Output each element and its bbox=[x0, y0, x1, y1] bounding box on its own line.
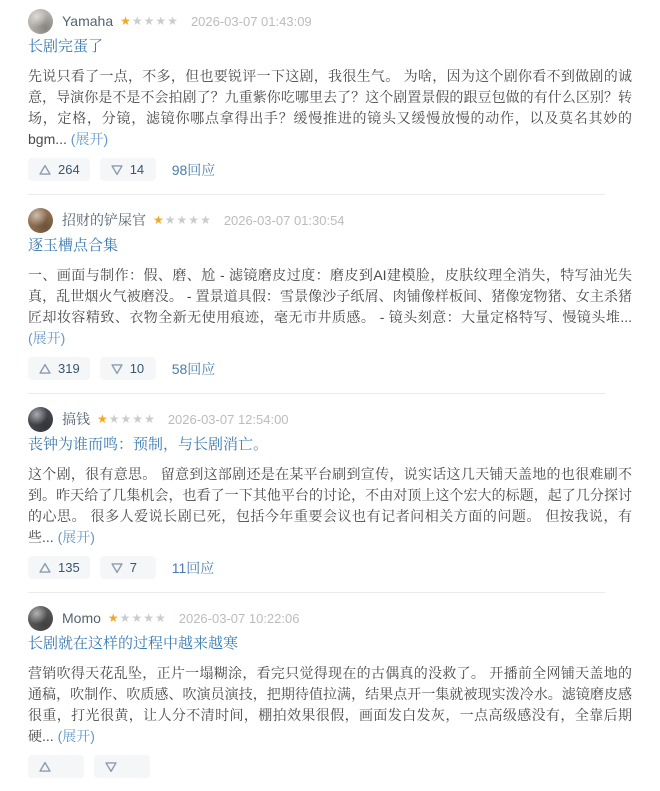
star-empty-icon: ★ bbox=[200, 213, 212, 227]
star-empty-icon: ★ bbox=[154, 611, 167, 625]
star-rating bbox=[120, 15, 179, 27]
star-empty-icon: ★ bbox=[176, 213, 189, 227]
downvote-button[interactable] bbox=[100, 556, 156, 579]
downvote-button[interactable] bbox=[94, 755, 150, 778]
star-empty-icon: ★ bbox=[144, 412, 156, 426]
star-filled-icon: ★ bbox=[97, 412, 109, 426]
review-title-link[interactable]: 丧钟为谁而鸣：预制，与长剧消亡。 bbox=[28, 436, 269, 453]
upvote-icon bbox=[38, 163, 52, 177]
user-avatar[interactable] bbox=[28, 9, 53, 34]
star-empty-icon: ★ bbox=[167, 14, 179, 28]
downvote-count: 7 bbox=[129, 560, 137, 575]
review-timestamp: 2026-03-07 01:30:54 bbox=[223, 212, 345, 228]
review-actions bbox=[28, 755, 632, 778]
username-link[interactable]: 招财的铲屎官 bbox=[62, 212, 146, 228]
upvote-icon bbox=[38, 362, 52, 376]
review-header bbox=[28, 8, 632, 34]
user-avatar[interactable] bbox=[28, 208, 53, 233]
username-link[interactable]: Momo bbox=[62, 610, 101, 626]
review-body bbox=[28, 464, 632, 548]
review-timestamp: 2026-03-07 10:22:06 bbox=[178, 610, 300, 626]
star-rating bbox=[153, 214, 212, 226]
review-title bbox=[28, 37, 632, 57]
review-body bbox=[28, 663, 632, 747]
star-rating bbox=[108, 612, 167, 624]
downvote-icon bbox=[110, 561, 124, 575]
review-body bbox=[28, 265, 632, 349]
upvote-button[interactable] bbox=[28, 755, 84, 778]
review-title bbox=[28, 435, 632, 455]
review-timestamp: 2026-03-07 12:54:00 bbox=[167, 411, 289, 427]
username-link[interactable]: Yamaha bbox=[62, 13, 114, 29]
review-title-link[interactable]: 长剧完蛋了 bbox=[28, 38, 104, 55]
upvote-button[interactable] bbox=[28, 556, 90, 579]
downvote-icon bbox=[104, 760, 118, 774]
replies-link[interactable]: 58回应 bbox=[171, 360, 216, 377]
review-title-link[interactable]: 逐玉槽点合集 bbox=[28, 237, 119, 254]
review-header bbox=[28, 207, 632, 233]
review-item bbox=[28, 394, 632, 592]
expand-link[interactable]: (展开) bbox=[57, 529, 95, 545]
star-empty-icon: ★ bbox=[108, 412, 121, 426]
review-timestamp: 2026-03-07 01:43:09 bbox=[190, 13, 312, 29]
review-title bbox=[28, 236, 632, 256]
review-actions bbox=[28, 357, 632, 380]
upvote-count: 319 bbox=[58, 361, 80, 376]
review-title-link[interactable]: 长剧就在这样的过程中越来越寒 bbox=[28, 635, 239, 652]
review-item bbox=[28, 195, 632, 393]
star-rating bbox=[97, 413, 156, 425]
downvote-count: 10 bbox=[129, 361, 145, 376]
review-item bbox=[28, 0, 632, 194]
star-filled-icon: ★ bbox=[153, 213, 165, 227]
review-body bbox=[28, 66, 632, 150]
upvote-count: 264 bbox=[58, 162, 80, 177]
review-actions bbox=[28, 556, 632, 579]
downvote-count: 14 bbox=[129, 162, 145, 177]
review-body-text: 这个剧，很有意思。 留意到这部剧还是在某平台刷到宣传，说实话这几天铺天盖地的也很难刷不到。昨天给了几集机会，也看了一下其他平台的讨论，不由对顶上这个宏大的标题，起了几分探讨的心思。 很多人爱说长剧已死，包括今年重要会议也有记者问相关方面的问题。 但按我说，有些... bbox=[28, 466, 632, 545]
upvote-button[interactable] bbox=[28, 357, 90, 380]
star-empty-icon: ★ bbox=[132, 412, 145, 426]
star-empty-icon: ★ bbox=[119, 611, 132, 625]
expand-link[interactable]: (展开) bbox=[57, 728, 95, 744]
user-avatar[interactable] bbox=[28, 606, 53, 631]
review-body-text: 一、画面与制作：假、磨、尬 - 滤镜磨皮过度：磨皮到AI建模脸，皮肤纹理全消失，特写油光失真，乱世烟火气被磨没。 - 置景道具假：雪景像沙子纸屑、肉铺像样板间、猪像宠物猪、女主杀猪匠却妆容精致、衣物全新无使用痕迹，毫无市井质感。 - 镜头刻意：大量定格特写、慢镜头堆... bbox=[28, 267, 632, 325]
review-item bbox=[28, 593, 632, 791]
star-filled-icon: ★ bbox=[107, 611, 120, 625]
review-header bbox=[28, 605, 632, 631]
upvote-count: 135 bbox=[58, 560, 80, 575]
replies-link[interactable]: 98回应 bbox=[171, 161, 216, 178]
star-empty-icon: ★ bbox=[188, 213, 201, 227]
user-avatar[interactable] bbox=[28, 407, 53, 432]
upvote-button[interactable] bbox=[28, 158, 90, 181]
expand-link[interactable]: (展开) bbox=[28, 330, 66, 346]
replies-link[interactable]: 11回应 bbox=[171, 559, 215, 576]
star-empty-icon: ★ bbox=[143, 611, 155, 625]
star-filled-icon: ★ bbox=[120, 14, 132, 28]
review-body-text: 先说只看了一点，不多，但也要锐评一下这剧，我很生气。 为啥，因为这个剧你看不到做剧的诚意，导演你是不是不会拍剧了？九重紫你吃哪里去了？这个剧置景假的跟豆包做的有什么区别？转场，定格，分镜，滤镜你哪点拿得出手？缓慢推进的镜头又缓慢放慢的动作，以及莫名其妙的bgm... bbox=[28, 68, 632, 147]
star-empty-icon: ★ bbox=[131, 611, 144, 625]
username-link[interactable]: 搞钱 bbox=[62, 411, 90, 427]
star-empty-icon: ★ bbox=[120, 412, 133, 426]
star-empty-icon: ★ bbox=[131, 14, 144, 28]
star-empty-icon: ★ bbox=[143, 14, 156, 28]
star-empty-icon: ★ bbox=[155, 14, 168, 28]
downvote-button[interactable] bbox=[100, 357, 156, 380]
review-actions bbox=[28, 158, 632, 181]
upvote-icon bbox=[38, 760, 52, 774]
expand-link[interactable]: (展开) bbox=[70, 131, 109, 147]
review-title bbox=[28, 634, 632, 654]
downvote-icon bbox=[110, 362, 124, 376]
downvote-icon bbox=[110, 163, 124, 177]
review-header bbox=[28, 406, 632, 432]
downvote-button[interactable] bbox=[100, 158, 156, 181]
upvote-icon bbox=[38, 561, 52, 575]
star-empty-icon: ★ bbox=[164, 213, 177, 227]
review-body-text: 营销吹得天花乱坠，正片一塌糊涂，看完只觉得现在的古偶真的没救了。 开播前全网铺天盖地的通稿，吹制作、吹质感、吹演员演技，把期待值拉满，结果点开一集就被现实泼冷水。滤镜磨皮感很重，打光很黄，让人分不清时间，棚拍效果很假，画面发白发灰，一点高级感没有，全靠后期硬... bbox=[28, 665, 632, 744]
